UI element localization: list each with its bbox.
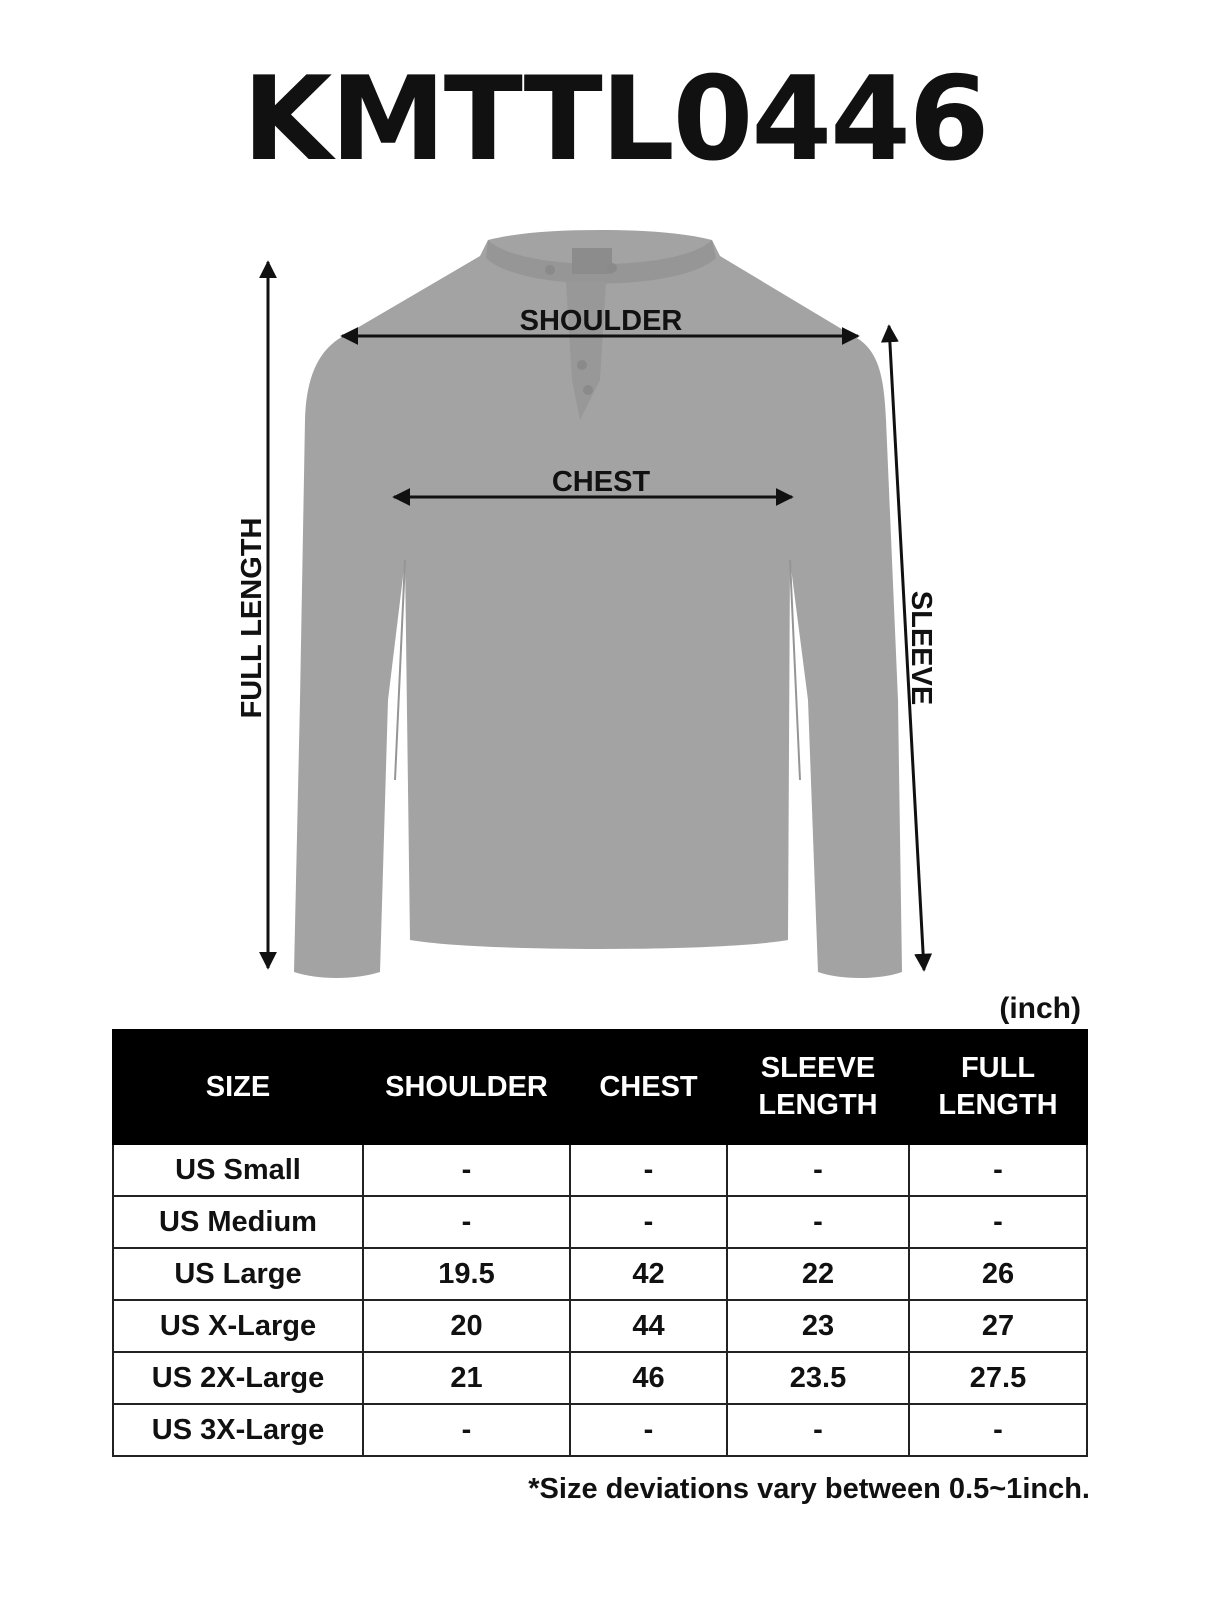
header-full-length: FULL LENGTH bbox=[909, 1030, 1087, 1144]
cell-sleeve-length: - bbox=[727, 1196, 909, 1248]
cell-sleeve-length: 22 bbox=[727, 1248, 909, 1300]
size-deviation-note: *Size deviations vary between 0.5~1inch. bbox=[528, 1473, 1090, 1505]
button bbox=[545, 265, 555, 275]
button bbox=[577, 360, 587, 370]
cell-size: US Large bbox=[113, 1248, 363, 1300]
cell-full-length: - bbox=[909, 1196, 1087, 1248]
cell-size: US 3X-Large bbox=[113, 1404, 363, 1456]
table-row bbox=[113, 1248, 1087, 1300]
cell-chest: 46 bbox=[570, 1352, 727, 1404]
cell-chest: - bbox=[570, 1404, 727, 1456]
cell-full-length: 26 bbox=[909, 1248, 1087, 1300]
cell-chest: - bbox=[570, 1144, 727, 1196]
cell-shoulder: 20 bbox=[363, 1300, 570, 1352]
cell-size: US 2X-Large bbox=[113, 1352, 363, 1404]
header-sleeve-length: SLEEVE LENGTH bbox=[727, 1030, 909, 1144]
table-row bbox=[113, 1300, 1087, 1352]
table-row bbox=[113, 1404, 1087, 1456]
chest-label: CHEST bbox=[551, 466, 651, 498]
sleeve-label: SLEEVE bbox=[905, 590, 937, 706]
button bbox=[607, 263, 617, 273]
header-chest: CHEST bbox=[570, 1030, 727, 1144]
table-row bbox=[113, 1144, 1087, 1196]
cell-chest: - bbox=[570, 1196, 727, 1248]
header-shoulder: SHOULDER bbox=[363, 1030, 570, 1144]
cell-chest: 44 bbox=[570, 1300, 727, 1352]
cell-sleeve-length: 23.5 bbox=[727, 1352, 909, 1404]
cell-shoulder: - bbox=[363, 1404, 570, 1456]
shirt-illustration bbox=[294, 230, 902, 978]
cell-sleeve-length: - bbox=[727, 1404, 909, 1456]
cell-full-length: 27.5 bbox=[909, 1352, 1087, 1404]
button bbox=[583, 385, 593, 395]
cell-full-length: - bbox=[909, 1144, 1087, 1196]
cell-size: US Small bbox=[113, 1144, 363, 1196]
cell-full-length: 27 bbox=[909, 1300, 1087, 1352]
table-row bbox=[113, 1196, 1087, 1248]
table-row bbox=[113, 1352, 1087, 1404]
cell-sleeve-length: 23 bbox=[727, 1300, 909, 1352]
cell-size: US Medium bbox=[113, 1196, 363, 1248]
cell-chest: 42 bbox=[570, 1248, 727, 1300]
neck-label bbox=[572, 248, 612, 274]
table-header-row bbox=[113, 1030, 1087, 1144]
full-length-label: FULL LENGTH bbox=[236, 517, 268, 719]
cell-shoulder: - bbox=[363, 1144, 570, 1196]
cell-shoulder: - bbox=[363, 1196, 570, 1248]
header-size: SIZE bbox=[113, 1030, 363, 1144]
cell-size: US X-Large bbox=[113, 1300, 363, 1352]
shoulder-label: SHOULDER bbox=[519, 305, 683, 337]
cell-shoulder: 19.5 bbox=[363, 1248, 570, 1300]
cell-shoulder: 21 bbox=[363, 1352, 570, 1404]
cell-full-length: - bbox=[909, 1404, 1087, 1456]
product-code-title: KMTTL0446 bbox=[242, 52, 988, 187]
cell-sleeve-length: - bbox=[727, 1144, 909, 1196]
size-chart-table bbox=[112, 1029, 1088, 1457]
unit-label: (inch) bbox=[999, 992, 1081, 1025]
